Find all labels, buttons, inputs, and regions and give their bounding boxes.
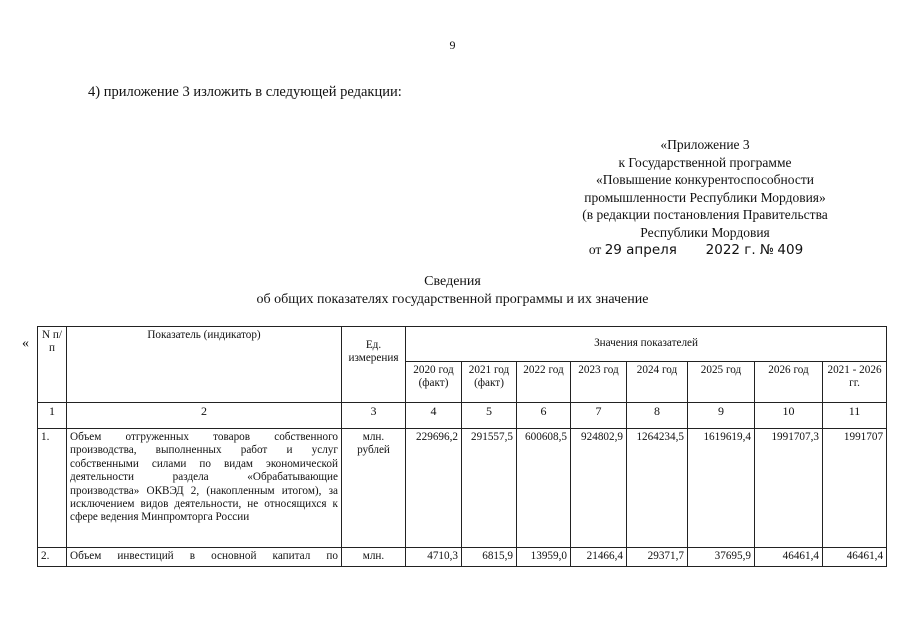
row-value: 21466,4 bbox=[571, 548, 627, 567]
column-index: 10 bbox=[755, 403, 823, 429]
row-value: 924802,9 bbox=[571, 429, 627, 548]
opening-quote: « bbox=[22, 336, 29, 351]
appendix-date-line bbox=[522, 241, 870, 260]
header-year: 2025 год bbox=[688, 362, 755, 403]
header-row bbox=[38, 327, 887, 362]
row-value: 600608,5 bbox=[517, 429, 571, 548]
heading-subtitle: об общих показателях государственной программы и их значение bbox=[256, 292, 649, 307]
row-value: 29371,7 bbox=[627, 548, 688, 567]
row-value: 1264234,5 bbox=[627, 429, 688, 548]
row-value: 37695,9 bbox=[688, 548, 755, 567]
row-value: 1991707 bbox=[823, 429, 887, 548]
header-indicator: Показатель (индикатор) bbox=[67, 327, 342, 403]
row-value: 291557,5 bbox=[462, 429, 517, 548]
row-value: 229696,2 bbox=[406, 429, 462, 548]
intro-text: 4) приложение 3 изложить в следующей редакции: bbox=[88, 84, 402, 100]
appendix-block bbox=[540, 136, 870, 260]
table-row bbox=[38, 429, 887, 548]
header-unit: Ед. измерения bbox=[342, 327, 406, 403]
header-year: 2022 год bbox=[517, 362, 571, 403]
row-indicator: Объем инвестиций в основной капитал по bbox=[67, 548, 342, 567]
header-year: 2021 - 2026 гг. bbox=[823, 362, 887, 403]
table-heading bbox=[0, 273, 905, 309]
date-day-month: 29 апреля bbox=[604, 242, 677, 258]
row-num: 2. bbox=[38, 548, 67, 567]
row-value: 1991707,3 bbox=[755, 429, 823, 548]
heading-title: Сведения bbox=[424, 274, 481, 289]
row-num: 1. bbox=[38, 429, 67, 548]
header-values: Значения показателей bbox=[406, 327, 887, 362]
column-index: 6 bbox=[517, 403, 571, 429]
table-row bbox=[38, 548, 887, 567]
header-year: 2023 год bbox=[571, 362, 627, 403]
appendix-line: Республики Мордовия bbox=[640, 224, 770, 240]
header-num: N п/п bbox=[38, 327, 67, 403]
column-index: 2 bbox=[67, 403, 342, 429]
header-year: 2021 год (факт) bbox=[462, 362, 517, 403]
row-value: 46461,4 bbox=[755, 548, 823, 567]
column-index: 1 bbox=[38, 403, 67, 429]
column-index-row bbox=[38, 403, 887, 429]
column-index: 4 bbox=[406, 403, 462, 429]
column-index: 8 bbox=[627, 403, 688, 429]
date-year: 2022 г. № bbox=[705, 242, 775, 258]
doc-number: 409 bbox=[777, 242, 804, 258]
row-value: 4710,3 bbox=[406, 548, 462, 567]
appendix-line: к Государственной программе bbox=[618, 154, 792, 170]
header-year: 2026 год bbox=[755, 362, 823, 403]
column-index: 11 bbox=[823, 403, 887, 429]
row-indicator: Объем отгруженных товаров собственного производства, выполненных работ и услуг собственными силами по видам экономической деятельности раздела «Обрабатывающие производства» ОКВЭД 2, (накопленным итогом), за исключением видов деятельности, не относящихся к сфере ведения Минпромторга России bbox=[67, 429, 342, 548]
column-index: 5 bbox=[462, 403, 517, 429]
column-index: 7 bbox=[571, 403, 627, 429]
column-index: 3 bbox=[342, 403, 406, 429]
appendix-line: «Приложение 3 bbox=[660, 137, 750, 152]
column-index: 9 bbox=[688, 403, 755, 429]
row-unit: млн. bbox=[342, 548, 406, 567]
appendix-line: «Повышение конкурентоспособности bbox=[596, 172, 814, 187]
appendix-line: (в редакции постановления Правительства bbox=[582, 207, 828, 222]
appendix-line: промышленности Республики Мордовия» bbox=[584, 189, 826, 205]
date-prefix: от bbox=[588, 242, 602, 257]
row-value: 1619619,4 bbox=[688, 429, 755, 548]
row-value: 6815,9 bbox=[462, 548, 517, 567]
row-value: 13959,0 bbox=[517, 548, 571, 567]
row-unit: млн. рублей bbox=[342, 429, 406, 548]
indicators-table bbox=[37, 326, 887, 567]
row-value: 46461,4 bbox=[823, 548, 887, 567]
page-number: 9 bbox=[449, 38, 456, 52]
header-year: 2024 год bbox=[627, 362, 688, 403]
header-year: 2020 год (факт) bbox=[406, 362, 462, 403]
